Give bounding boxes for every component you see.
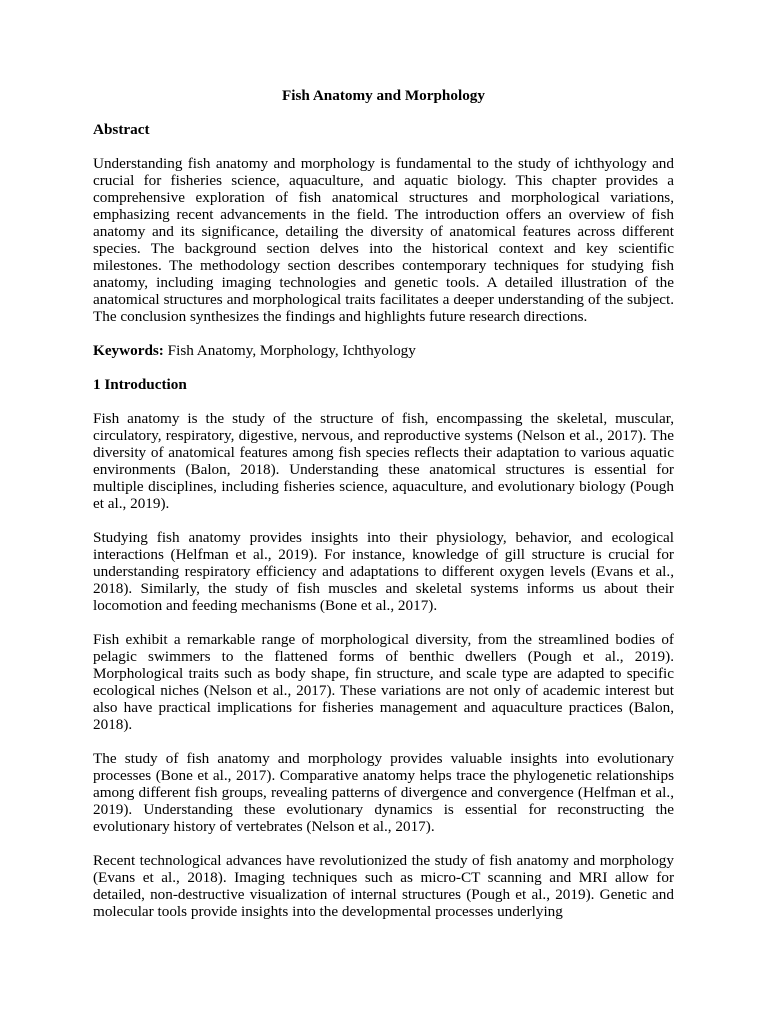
abstract-heading: Abstract xyxy=(93,121,150,138)
keywords-text: Fish Anatomy, Morphology, Ichthyology xyxy=(163,342,416,359)
introduction-paragraph-3: Fish exhibit a remarkable range of morphological diversity, from the streamlined bodies of pelagic swimmers to the flattened forms of benthic dwellers (Pough et al., 2019). Morphological traits such as body shape, fin structure, and scale type are adapted to specific ecological niches (Nelson et al., 2017). These variations are not only of academic interest but also have practical implications for fisheries management and aquaculture practices (Balon, 2018). xyxy=(93,631,674,733)
document-page xyxy=(93,87,674,937)
introduction-paragraph-4: The study of fish anatomy and morphology provides valuable insights into evolutionary processes (Bone et al., 2017). Comparative anatomy helps trace the phylogenetic relationships among different fish groups, revealing patterns of divergence and convergence (Helfman et al., 2019). Understanding these evolutionary dynamics is essential for reconstructing the evolutionary history of vertebrates (Nelson et al., 2017). xyxy=(93,750,674,835)
keywords-line xyxy=(93,342,674,359)
abstract-text: Understanding fish anatomy and morphology is fundamental to the study of ichthyology and crucial for fisheries science, aquaculture, and aquatic biology. This chapter provides a comprehensive exploration of fish anatomical structures and morphological variations, emphasizing recent advancements in the field. The introduction offers an overview of fish anatomy and its significance, detailing the diversity of anatomical features across different species. The background section delves into the historical context and key scientific milestones. The methodology section describes contemporary techniques for studying fish anatomy, including imaging technologies and genetic tools. A detailed illustration of the anatomical structures and morphological traits facilitates a deeper understanding of the subject. The conclusion synthesizes the findings and highlights future research directions. xyxy=(93,155,674,325)
keywords-label: Keywords: xyxy=(93,342,164,359)
introduction-heading: 1 Introduction xyxy=(93,376,187,393)
document-title: Fish Anatomy and Morphology xyxy=(282,87,485,104)
introduction-paragraph-2: Studying fish anatomy provides insights into their physiology, behavior, and ecological interactions (Helfman et al., 2019). For instance, knowledge of gill structure is crucial for understanding respiratory efficiency and adaptations to different oxygen levels (Evans et al., 2018). Similarly, the study of fish muscles and skeletal systems informs us about their locomotion and feeding mechanisms (Bone et al., 2017). xyxy=(93,529,674,614)
introduction-paragraph-1: Fish anatomy is the study of the structure of fish, encompassing the skeletal, muscular, circulatory, respiratory, digestive, nervous, and reproductive systems (Nelson et al., 2017). The diversity of anatomical features among fish species reflects their adaptation to various aquatic environments (Balon, 2018). Understanding these anatomical structures is essential for multiple disciplines, including fisheries science, aquaculture, and evolutionary biology (Pough et al., 2019). xyxy=(93,410,674,512)
introduction-paragraph-5: Recent technological advances have revolutionized the study of fish anatomy and morphology (Evans et al., 2018). Imaging techniques such as micro-CT scanning and MRI allow for detailed, non-destructive visualization of internal structures (Pough et al., 2019). Genetic and molecular tools provide insights into the developmental processes underlying xyxy=(93,852,674,920)
